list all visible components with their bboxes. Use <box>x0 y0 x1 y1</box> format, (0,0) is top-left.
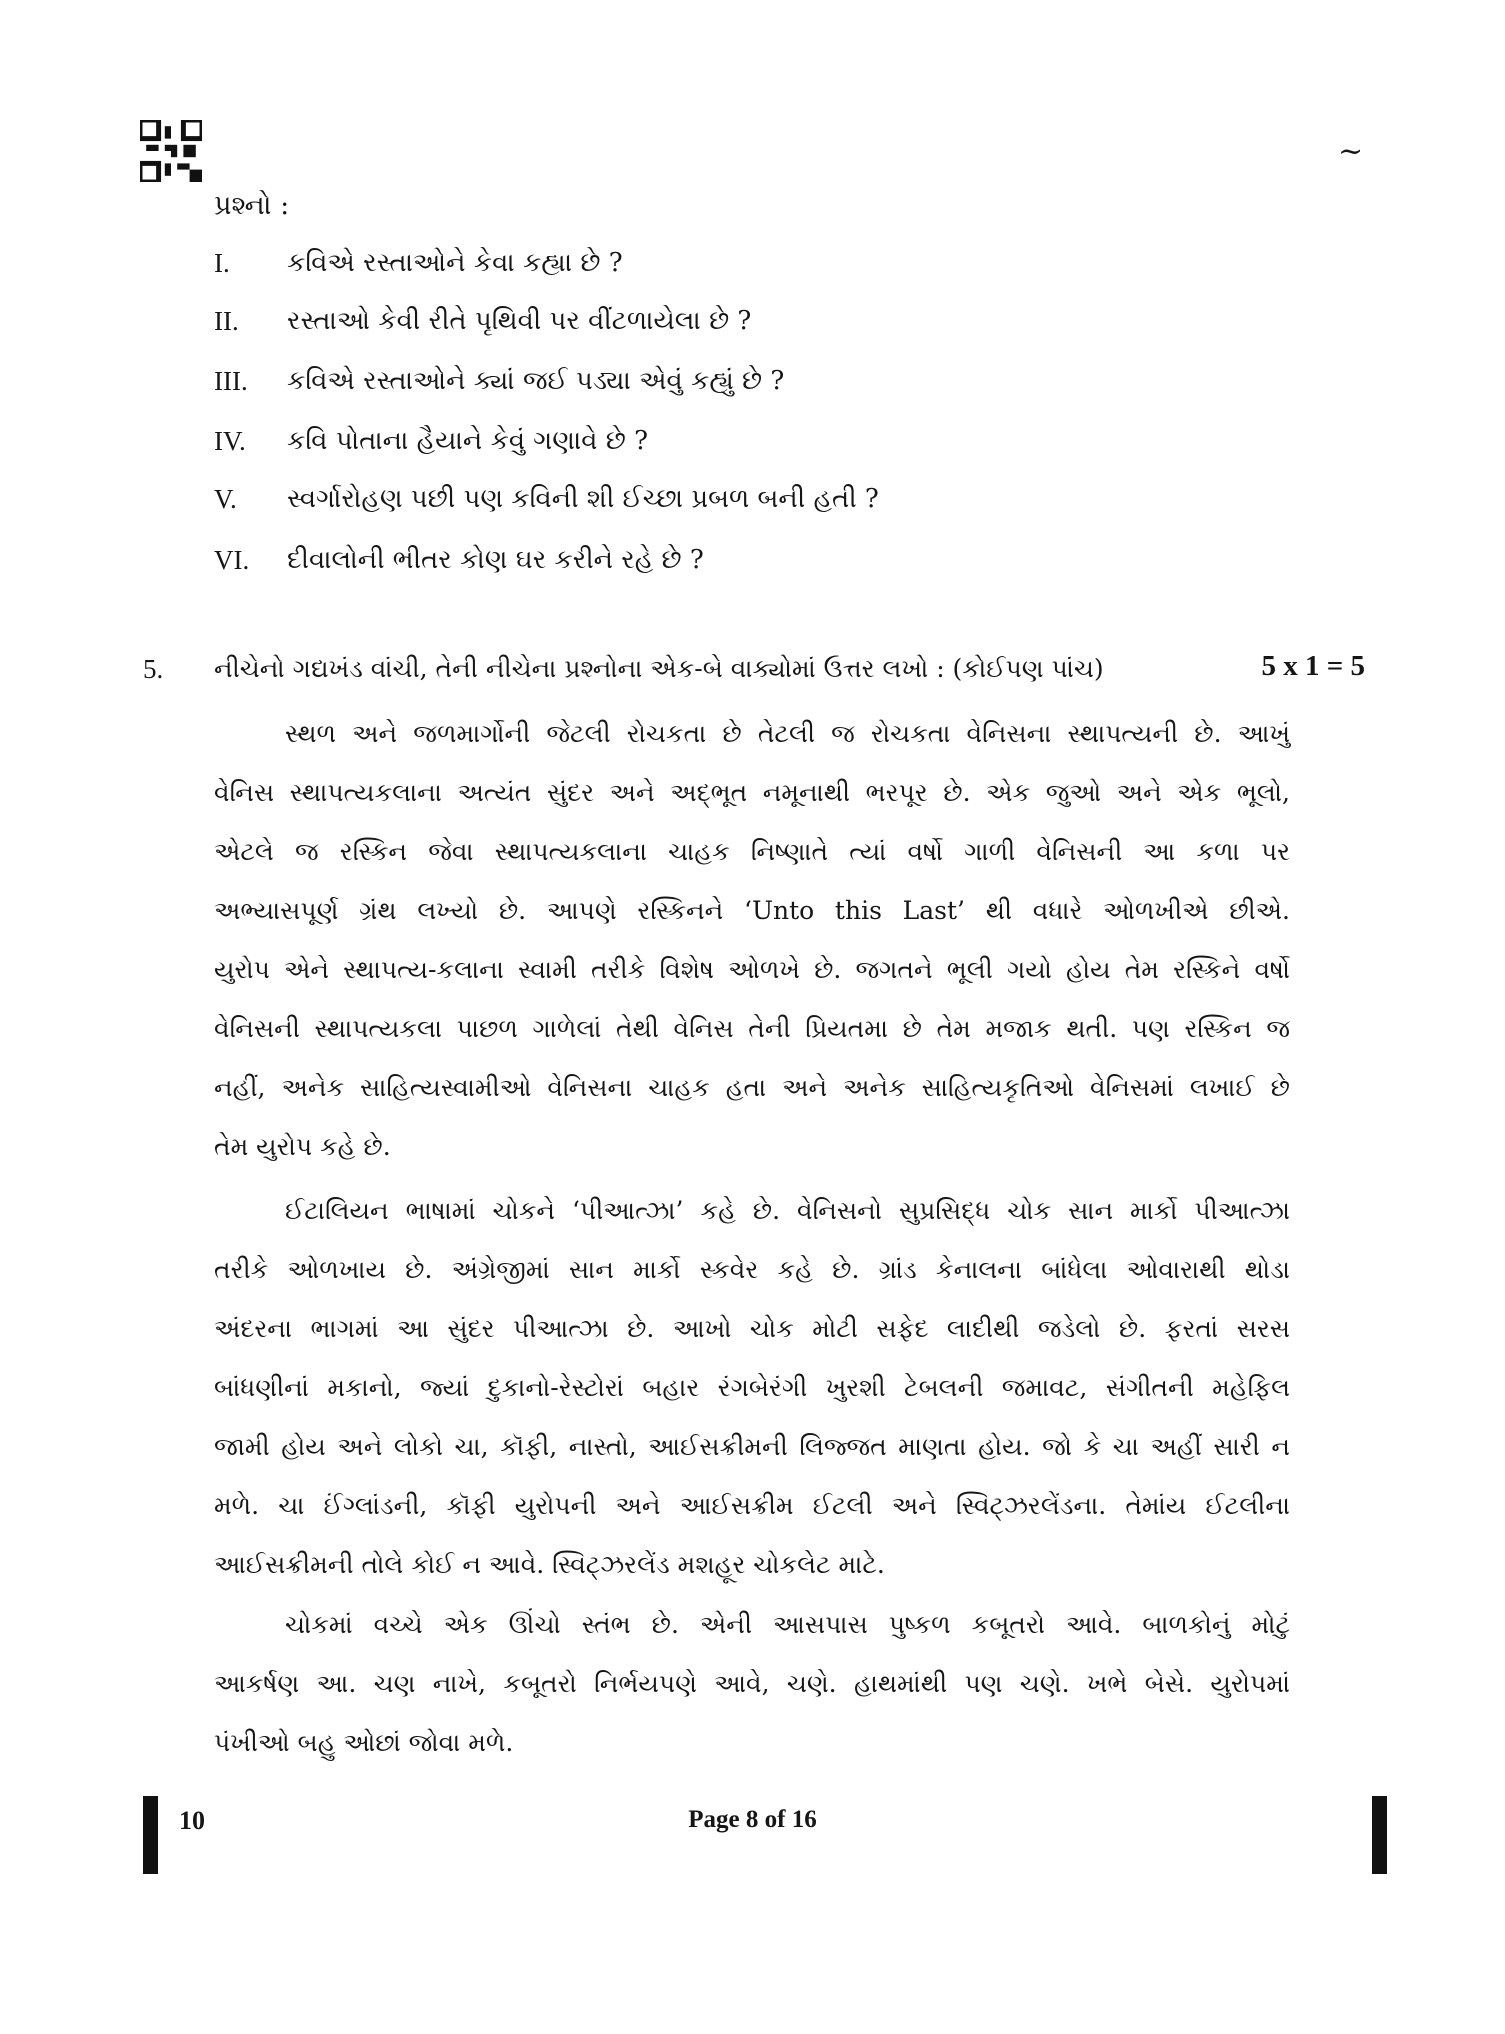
passage-line: અંદરના ભાગમાં આ સુંદર પીઆત્ઝા છે. આખો ચોક મોટી સફેદ લાદીથી જડેલો છે. ફરતાં સરસ <box>214 1314 1290 1343</box>
passage-line: પંખીઓ બહુ ઓછાં જોવા મળે. <box>214 1728 514 1757</box>
question-number: I. <box>214 248 230 278</box>
question-text: દીવાલોની ભીતર કોણ ઘર કરીને રહે છે ? <box>287 545 704 575</box>
passage-line: તરીકે ઓળખાય છે. અંગ્રેજીમાં સાન માર્કો સ્કવેર કહે છે. ગ્રાંડ કેનાલના બાંધેલા ઓવારાથી થોડા <box>214 1255 1290 1284</box>
corner-mark: ~ <box>1338 134 1364 169</box>
passage-line: બાંધણીનાં મકાનો, જ્યાં દુકાનો-રેસ્ટોરાં બહાર રંગબેરંગી ખુરશી ટેબલની જમાવટ, સંગીતની મહેફિલ <box>214 1373 1290 1402</box>
passage-line: નહીં, અનેક સાહિત્યસ્વામીઓ વેનિસના ચાહક હતા અને અનેક સાહિત્યકૃતિઓ વેનિસમાં લખાઈ છે <box>214 1073 1290 1102</box>
footer-number: 10 <box>179 1806 205 1835</box>
passage-line: આકર્ષણ આ. ચણ નાખે, કબૂતરો નિર્ભયપણે આવે, ચણે. હાથમાંથી પણ ચણે. ખભે બેસે. યુરોપમાં <box>214 1669 1290 1698</box>
question-number: IV. <box>214 426 246 456</box>
passage-line: વેનિસની સ્થાપત્યકલા પાછળ ગાળેલાં તેથી વેનિસ તેની પ્રિયતમા છે તેમ મજાક થતી. પણ રસ્કિન જ <box>214 1014 1290 1043</box>
question-5-instruction: નીચેનો ગદ્યખંડ વાંચી, તેની નીચેના પ્રશ્નોના એક-બે વાક્યોમાં ઉત્તર લખો : (કોઈપણ પાંચ) <box>214 654 1104 683</box>
passage-line: એટલે જ રસ્કિન જેવા સ્થાપત્યકલાના ચાહક નિષ્ણાતે ત્યાં વર્ષો ગાળી વેનિસની આ કળા પર <box>214 837 1290 866</box>
question-text: કવિએ રસ્તાઓને કેવા કહ્યા છે ? <box>287 248 623 278</box>
passage-line: મળે. ચા ઈંગ્લાંડની, કૉફી યુરોપની અને આઈસક્રીમ ઈટલી અને સ્વિટ્ઝરલેંડના. તેમાંય ઈટલીના <box>214 1491 1290 1520</box>
passage-line: જામી હોય અને લોકો ચા, કૉફી, નાસ્તો, આઈસક્રીમની લિજ્જત માણતા હોય. જો કે ચા અહીં સારી ન <box>214 1432 1290 1461</box>
passage-line: સ્થળ અને જળમાર્ગોની જેટલી રોચકતા છે તેટલી જ રોચકતા વેનિસના સ્થાપત્યની છે. આખું <box>285 719 1290 748</box>
question-5-number: 5. <box>143 654 164 684</box>
question-number: V. <box>214 484 237 514</box>
question-number: II. <box>214 306 239 336</box>
passage-line: તેમ યુરોપ કહે છે. <box>214 1132 391 1161</box>
question-5-marks: 5 x 1 = 5 <box>1261 650 1365 682</box>
passage-line: યુરોપ એને સ્થાપત્ય-કલાના સ્વામી તરીકે વિશેષ ઓળખે છે. જગતને ભૂલી ગયો હોય તેમ રસ્કિને વર્ષો <box>214 955 1290 984</box>
question-text: સ્વર્ગારોહણ પછી પણ કવિની શી ઈચ્છા પ્રબળ બની હતી ? <box>287 484 879 514</box>
passage-line: ચોકમાં વચ્ચે એક ઊંચો સ્તંભ છે. એની આસપાસ પુષ્કળ કબૂતરો આવે. બાળકોનું મોટું <box>285 1610 1290 1639</box>
question-text: કવિએ રસ્તાઓને ક્યાં જઈ પડ્યા એવું કહ્યું છે ? <box>287 366 785 396</box>
question-text: રસ્તાઓ કેવી રીતે પૃથિવી પર વીંટળાયેલા છે ? <box>287 306 752 336</box>
questions-heading: પ્રશ્નો : <box>214 190 290 221</box>
question-number: III. <box>214 366 248 396</box>
page-number: Page 8 of 16 <box>688 1806 817 1833</box>
qr-code-icon <box>140 120 202 182</box>
question-text: કવિ પોતાના હૈયાને કેવું ગણાવે છે ? <box>287 426 649 456</box>
passage-line: આઈસક્રીમની તોલે કોઈ ન આવે. સ્વિટ્ઝરલેંડ મશહૂર ચોકલેટ માટે. <box>214 1550 885 1579</box>
question-number: VI. <box>214 545 250 575</box>
passage-line: ઈટાલિયન ભાષામાં ચોકને ‘પીઆત્ઝા’ કહે છે. વેનિસનો સુપ્રસિદ્ધ ચોક સાન માર્કો પીઆત્ઝા <box>285 1196 1290 1225</box>
passage-line: વેનિસ સ્થાપત્યકલાના અત્યંત સુંદર અને અદ્ભૂત નમૂનાથી ભરપૂર છે. એક જુઓ અને એક ભૂલો, <box>214 778 1290 807</box>
passage-line: અભ્યાસપૂર્ણ ગ્રંથ લખ્યો છે. આપણે રસ્કિનને ‘Unto this Last’ થી વધારે ઓળખીએ છીએ. <box>214 896 1290 925</box>
footer-right-bar <box>1372 1796 1387 1874</box>
